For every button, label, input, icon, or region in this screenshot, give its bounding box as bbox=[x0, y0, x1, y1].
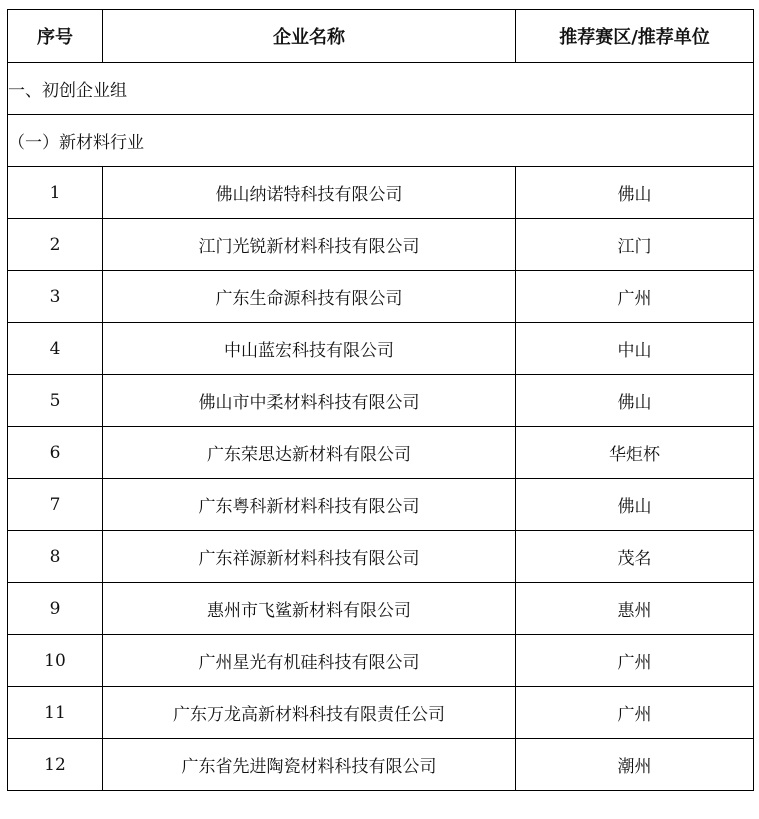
header-number: 序号 bbox=[8, 10, 103, 63]
row-number: 2 bbox=[8, 219, 103, 271]
recommending-region: 中山 bbox=[516, 323, 754, 375]
recommending-region: 惠州 bbox=[516, 583, 754, 635]
company-name: 广东万龙高新材料科技有限责任公司 bbox=[103, 687, 516, 739]
table-row bbox=[8, 635, 754, 687]
row-number: 5 bbox=[8, 375, 103, 427]
row-number: 10 bbox=[8, 635, 103, 687]
recommending-region: 佛山 bbox=[516, 167, 754, 219]
recommending-region: 广州 bbox=[516, 635, 754, 687]
company-name: 江门光锐新材料科技有限公司 bbox=[103, 219, 516, 271]
recommending-region: 佛山 bbox=[516, 479, 754, 531]
table-row bbox=[8, 531, 754, 583]
recommending-region: 广州 bbox=[516, 687, 754, 739]
table-row bbox=[8, 479, 754, 531]
row-number: 11 bbox=[8, 687, 103, 739]
table-row bbox=[8, 167, 754, 219]
table-row bbox=[8, 271, 754, 323]
company-name: 广东生命源科技有限公司 bbox=[103, 271, 516, 323]
company-name: 佛山市中柔材料科技有限公司 bbox=[103, 375, 516, 427]
recommending-region: 广州 bbox=[516, 271, 754, 323]
row-number: 6 bbox=[8, 427, 103, 479]
table-row bbox=[8, 375, 754, 427]
row-number: 7 bbox=[8, 479, 103, 531]
recommending-region: 江门 bbox=[516, 219, 754, 271]
company-name: 中山蓝宏科技有限公司 bbox=[103, 323, 516, 375]
row-number: 4 bbox=[8, 323, 103, 375]
recommending-region: 华炬杯 bbox=[516, 427, 754, 479]
row-number: 3 bbox=[8, 271, 103, 323]
row-number: 12 bbox=[8, 739, 103, 791]
recommending-region: 佛山 bbox=[516, 375, 754, 427]
table-row bbox=[8, 687, 754, 739]
subgroup-title: （一）新材料行业 bbox=[8, 115, 754, 167]
table-row bbox=[8, 739, 754, 791]
header-company-name: 企业名称 bbox=[103, 10, 516, 63]
company-name: 广东祥源新材料科技有限公司 bbox=[103, 531, 516, 583]
row-number: 1 bbox=[8, 167, 103, 219]
company-name: 惠州市飞鲨新材料有限公司 bbox=[103, 583, 516, 635]
row-number: 9 bbox=[8, 583, 103, 635]
header-recommending-region: 推荐赛区/推荐单位 bbox=[516, 10, 754, 63]
row-number: 8 bbox=[8, 531, 103, 583]
table-row bbox=[8, 219, 754, 271]
company-name: 广东粤科新材料科技有限公司 bbox=[103, 479, 516, 531]
subgroup-row bbox=[8, 115, 754, 167]
recommending-region: 茂名 bbox=[516, 531, 754, 583]
company-list-table bbox=[7, 9, 754, 791]
group-row bbox=[8, 63, 754, 115]
company-name: 广东荣思达新材料有限公司 bbox=[103, 427, 516, 479]
company-name: 佛山纳诺特科技有限公司 bbox=[103, 167, 516, 219]
table-header-row bbox=[8, 10, 754, 63]
table-row bbox=[8, 583, 754, 635]
table-row bbox=[8, 323, 754, 375]
company-name: 广州星光有机硅科技有限公司 bbox=[103, 635, 516, 687]
recommending-region: 潮州 bbox=[516, 739, 754, 791]
company-name: 广东省先进陶瓷材料科技有限公司 bbox=[103, 739, 516, 791]
group-title: 一、初创企业组 bbox=[8, 63, 754, 115]
table-row bbox=[8, 427, 754, 479]
